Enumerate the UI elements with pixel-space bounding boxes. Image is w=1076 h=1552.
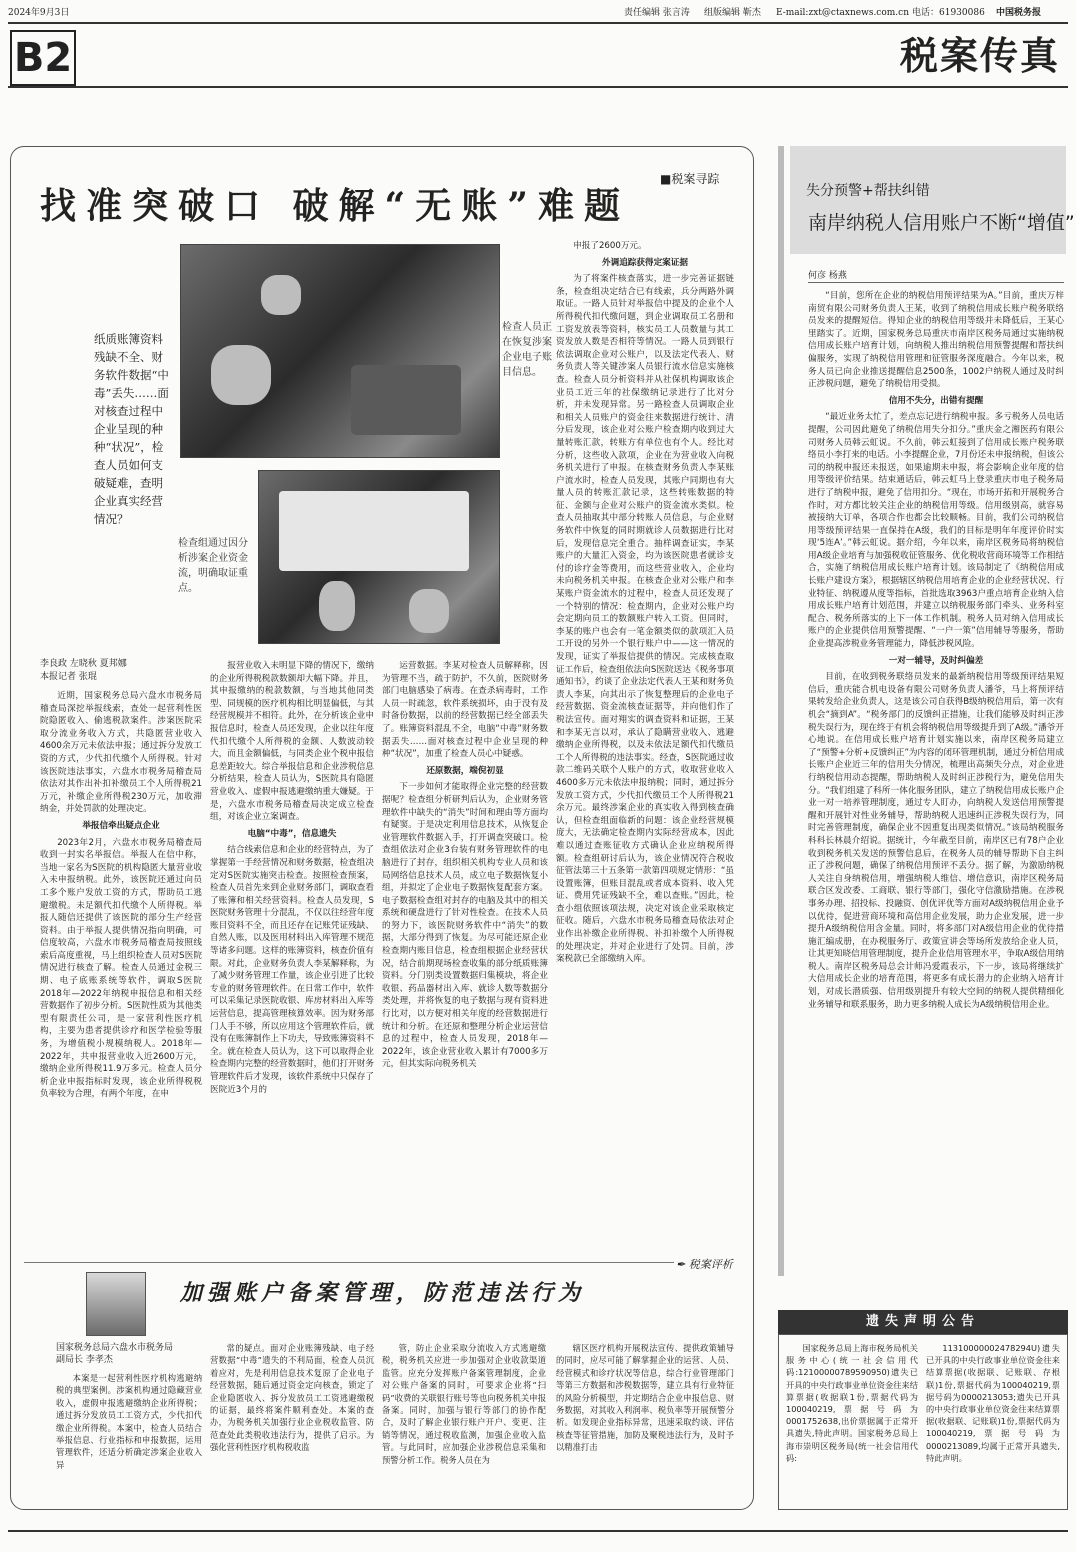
column-3-text-b: 下一步如何才能取得企业完整的经营数据呢？检查组分析研判后认为，企业财务管理软件中缺失的“消失”时间和理由等方面均有疑窦。于是决定利用信息技术，从恢复企业管理软件数据入手，打开调查突破口。检查组依法对企业3台装有财务管理软件的电脑进行了封存，组织相关机构专业人员和该局网络信息技术人员，成立电子数据恢复小组，并拟定了企业电子数据恢复配套方案。电子数据检查组对封存的电脑及其中的相关系统和硬盘进行了针对性检查。在技术人员的努力下，该医院财务软件中“消失”的数据，大部分得到了恢复。为尽可能还原企业检查期内账目信息，检查组根据企业经营状况，结合前期现场检查收集的部分纸质账簿资料。分门别类设置数据归集模块，将企业收银、药品器材出入库、就诊人数等数据分类处理，并将恢复的电子数据与现有资料进行比对，以方便对相关年度的经营数据进行统计和分析。在还原和整理分析企业运营信息的过程中，检查人员发现，2018年—2022年，该企业营业收入累计有7000多万元，但其实际向税务机关 xyxy=(382,782,548,1070)
commentary-column-2-text: 常的疑点。面对企业账簿残缺、电子经营数据“中毒”遗失的不利局面，检查人员沉着应对，先是利用信息技术复原了企业电子经营数据，随后通过资金定向核查，锁定了企业隐匿收入、拆分发放员工工资逃避缴税的证据，最终将案件顺利查处。本案的查办，为税务机关加强行业企业税收监管、防范查处此类税收违法行为，提供了启示。为强化营利性医疗机构税收监 xyxy=(210,1343,374,1453)
subheading-2: 电脑“中毒”，信息遗失 xyxy=(247,828,337,839)
article-tag-label: 税案寻踪 xyxy=(671,172,720,186)
column-3-text: 运营数据。李某对检查人员解释称，因为管理不当，疏于防护，不久前，医院财务部门电脑感染了病毒。在查杀病毒时，工作人员一时疏忽，软件系统损坏，由于没有及时备份数据，以前的经营数据已经全部丢失了。账簿资料混乱不全，电脑“中毒”财务数据丢失……面对核查过程中企业呈现的种种“状况”，加重了检查人员心中疑惑。 xyxy=(382,661,548,760)
author-org: 国家税务总局六盘水市税务局 xyxy=(56,1343,174,1353)
commentary-rule xyxy=(24,1262,674,1263)
page-number: B2 xyxy=(10,30,76,86)
column-1-text-b: 2023年2月，六盘水市税务局稽查局收到一封实名举报信。举报人在信中称，当地一家名为S医院的机构隐匿大量营业收入未申报纳税。此外，该医院还通过向员工多个账户发放工资的方式，帮助员工逃避缴税。未足额代扣代缴个人所得税。举报人随信还提供了该医院的部分生产经营资料。由于举报人提供情况指向明确，可信度较高，六盘水市税务局稽查局按照线索后高度重视，马上组织检查人员对S医院情况进行核查了解。检查人员通过金税三期、电子底账系统等软件，调取S医院2018年—2022年纳税申报信息和相关经营数据作了初步分析。S医院性质为其他类型有限责任公司，是一家营利性医疗机构，主要为患者提供诊疗和医学检验等服务，为增值税小规模纳税人。2018年—2022年，共申报营业收入近2600万元，缴纳企业所得税11.9万多元。检查人员分析企业申报指标时发现，该企业所得税税负率较为合理，有两个年度，在申 xyxy=(40,837,202,1100)
article-byline xyxy=(40,658,127,684)
right-subheading-1: 信用不失分，出错有提醒 xyxy=(888,395,984,406)
designer-credit: 组版编辑 靳杰 xyxy=(704,8,761,18)
article-column-4 xyxy=(556,240,734,1250)
right-article-title: 南岸纳税人信用账户不断“增值” xyxy=(808,212,1075,234)
column-2-text-b: 结合线索信息和企业的经营特点，为了掌握第一手经营情况和财务数据，检查组决定对S医院实施突击检查。按照检查预案，检查人员首先来到企业财务部门，调取查看了账簿和相关经营资料。检查人员发现，S医院财务管理十分混乱，不仅以往经营年度账目资料不全，而且还存在记账凭证残缺、自然人账，以及医用材料出入库管理不规范等诸多问题。这样的账簿资料，核查价值有限。对此，企业财务负责人李某解释称，为了减少财务管理工作量，该企业引进了比较专业的财务管理软件。在日常工作中，软件可以采集记录医院收银、库房材料出入库等运营信息，提高管理核算效率。因为财务部门人手不够，所以应用这个管理软件后，就没有在账簿制作上下功夫，导致账簿资料不全。就在检查人员认为，这下可以取得企业检查期内完整的经营数据时，他们打开财务管理软件后才发现，该软件系统中只保存了医院近3个月的 xyxy=(210,845,374,1095)
right-body-3: 目前，在收到税务联络员发来的最新纳税信用等级预评结果短信后，重庆能合机电设备有限公司财务负责人潘爷，马上将预评结果转发给企业负责人，这是该公司自获得B级纳税信用后，第一次有机会“摘到A”。“税务部门的反馈纠正措施，让我们能够及时纠正涉税失误行为，现在终于有机会将纳税信用等级提升到了A级。”潘爷开心地说。在信用成长账户培育计划实施以来，南岸区税务局建立了“预警+分析+反馈纠正”为内容的闭环管理机制，通过分析信用成长账户企业近三年的信用失分情况，梳理出高频失分点，对企业进行纳税信用动态提醒，帮助纳税人及时纠正涉税行为，避免信用失分。“我们组建了科所一体化服务团队，建立了纳税信用成长账户企业一对一培养管理制度，通过专人盯办，向纳税人发送信用预警提醒和开展针对性业务辅导，帮助纳税人迅速纠正涉税失误行为，同时完善管理制度，确保企业不因重复出现类似情况。”该局纳税服务科科长林晨介绍说。据统计，今年截至目前，南岸区已有78户企业收到税务机关发送的预警信息后，在税务人员的辅导帮助下自主纠正了涉税问题，确保了纳税信用预评不丢分。据了解，为激励纳税人关注自身纳税信用，增强纳税人维信、增信意识，南岸区税务局联合区发改委、工商联、银行等部门，强化守信激励措施。在涉税事务办理、招投标、投融资、创优评优等方面对A级纳税信用企业予以优待，促进营商环境和高信用企业发展，助力企业发展，进一步提升A级纳税信用含金量。同时，将多部门对A级信用企业的优待措施汇编成册，在办税服务厅、政策宣讲会等场所发放给企业人员，让其更知晓信用管理制度，提升企业信用管理水平，争取A级信用纳税人。南岸区税务局总会计师冯爱霞表示，下一步，该局将继续扩大信用成长企业的培育范围，将更多有成长潜力的企业纳入培育计划，对成长潜质强、信用级别提升有较大空间的纳税人提供精细化业务辅导和联系服务，助力更多纳税人成长为A级纳税信用企业。 xyxy=(808,672,1064,1010)
column-4-text-b: 为了将案件核查落实，进一步完善证据链条，检查组决定结合已有线索，兵分两路外调取证。一路人员针对举报信中提及的企业个人所得税代扣代缴问题，到企业调取员工名册和工资发放表等资料，核实员工人员数量与其工资发放人数是否相符等情况。一路人员到银行依法调取企业对公账户，以及法定代表人、财务负责人等关键涉案人员银行流水信息实施核查。检查人员分析资料并从社保机构调取该企业员工近三年的社保缴纳记录进行了比对分析，并未发现异常。另一路检查人员调取企业和相关人员账户的资金往来数据进行统计、清分后发现，该企业对公账户检查期内收到过大量转账汇款，转账方有单位也有个人。经比对分析，这些收入款项，企业在为营业收入向税务机关进行了申报。在核查财务负责人李某账户流水时，检查人员发现，其账户同期也有大量人员的转账汇款记录，这些转账数据的特征、金额与企业对公账户的资金流水类似。检查人员抽取其中部分转账人员信息，与企业财务软件中恢复的同时期就诊人员数据进行比对后，发现信息完全重合。抽样调查证实，李某账户的大量汇入资金，均为该医院患者就诊支付的诊疗金等费用，而这些营业收入，企业均未向税务机关申报。在核查企业对公账户和李某账户资金流水的过程中，检查人员还发现了一个特别的情况：检查期内，企业对公账户均会定期向员工的数额账户转入工资。但同时，李某的账户也会有一笔金额类似的款项汇入员工开设的另外一个银行账户中——这一情况的发现，证实了举报信提供的情况。完成核查取证工作后，检查组依法向S医院送达《税务事项通知书》，约谈了企业法定代表人王某和财务负责人李某，向其出示了恢复整理后的企业电子经营数据、资金流核查证据等，并向他们作了税法宣传。面对翔实的调查资料和证据，王某和李某无言以对，承认了隐瞒营业收入、逃避缴纳企业所得税，以及未依法足额代扣代缴员工个人所得税的违法事实。经查，S医院通过收款二维码关联个人账户的方式，收取营业收入4600多万元未依法申报纳税；同时，通过拆分发放工资方式，少代扣代缴员工个人所得税21余万元。最终涉案企业的真实收入得到核查确认，但检查组面临新的问题：该企业经营规模庞大，无法确定检查期内实际经营成本，因此难以通过查账征收方式确认企业应纳税所得额。检查组研讨后认为，该企业情况符合税收征管法第三十五条第一款第四项规定情形：“虽设置账簿，但账目混乱或者成本资料、收入凭证、费用凭证残缺不全，难以查账。”因此，检查小组依照该项法规，决定对该企业采取核定征收。随后，六盘水市税务局稽查局依法对企业作出补缴企业所得税、补扣补缴个人所得税的处理决定，并对企业进行了处罚。目前，涉案税款已全部缴纳入库。 xyxy=(556,274,734,965)
top-info-bar xyxy=(8,6,1068,20)
commentary-column-3 xyxy=(382,1342,546,1504)
right-subheading-2: 一对一辅导，及时纠偏差 xyxy=(888,655,984,666)
notice-column-2-text: 11310000002478294U)遗失已开具的中央行政事业单位资金往来结算票据(收据联、记账联、存根联)1份,票据代码为100040219,票据号码为0000213053;遗失已开具的中央行政事业单位资金往来结算票据(收据联、记账联)1份,票据代码为100040219,票据号码为0000213089,均属于正常开具遗失,特此声明。 xyxy=(926,1343,1060,1463)
photo-caption-1: 检查人员正在恢复涉案企业电子账目信息。 xyxy=(502,322,552,378)
footer-rule xyxy=(8,1530,1068,1532)
article-column-1 xyxy=(40,690,202,1250)
photo-fund-analysis xyxy=(258,470,500,644)
photo-caption-2: 检查组通过因分析涉案企业资金流，明确取证重点。 xyxy=(178,538,248,594)
header-rule-bottom xyxy=(8,86,1068,88)
commentary-column-4-text: 辖区医疗机构开展税法宣传、提供政策辅导的同时，应尽可能了解掌握企业的运营、人员、经营模式和诊疗状况等信息，综合行业管理部门等第三方数据和涉税数据等，建立具有行业特征的风险分析模型，并定期结合企业申报信息、财务数据，对其收入利润率、税负率等开展预警分析。如发现企业指标异常，迅速采取约谈、评估核查等征管措施，加防及聚税违法行为，及时予以精准打击 xyxy=(556,1343,734,1453)
commentary-tag xyxy=(676,1256,733,1272)
subheading-3: 还原数据，端倪初显 xyxy=(426,765,504,776)
commentary-column-2 xyxy=(210,1342,374,1504)
byline-authors: 李良政 左晓秋 夏邦娜 xyxy=(40,659,127,669)
right-article-author: 何彦 杨燕 xyxy=(808,271,847,281)
commentary-column-1 xyxy=(56,1372,202,1504)
article-tag: ■税案寻踪 xyxy=(660,172,720,186)
commentary-headline: 加强账户备案管理，防范违法行为 xyxy=(180,1280,586,1306)
commentary-column-4 xyxy=(556,1342,734,1504)
notice-column-1 xyxy=(786,1342,918,1502)
right-body-1: “目前，您所在企业的纳税信用预评结果为A。”目前，重庆万梓南贸有限公司财务负责人王某，收到了纳税信用成长账户税务联络员发来的提醒短信。得知企业的纳税信用等级并未降低后，王某心里踏实了。近期，国家税务总局重庆市南岸区税务局通过实施纳税信用成长账户培育计划，向纳税人推出纳税信用预警提醒和帮扶纠偏服务，实现了纳税信用管理和征管服务深度融合。今年以来，税务人员已向企业推送提醒信息2500条，1002户纳税人通过及时纠正涉税问题，避免了纳税信用受损。 xyxy=(808,291,1064,390)
commentary-author xyxy=(56,1342,186,1366)
column-4-text: 申报了2600万元。 xyxy=(573,241,647,251)
contact-phone: 电话：61930086 xyxy=(912,8,985,18)
editor-credit: 责任编辑 张言涛 xyxy=(624,8,690,18)
article-lead: 纸质账簿资料残缺不全、财务软件数据“中毒”丢失……面对核查过程中企业呈现的种种“状况”，检查人员如何支破疑难，查明企业真实经营情况？ xyxy=(94,332,169,526)
notice-title: 遗失声明公告 xyxy=(778,1310,1068,1334)
commentary-column-1-text: 本案是一起营利性医疗机构逃避纳税的典型案例。涉案机构通过隐藏营业收入，虚假申报逃避缴纳企业所得税；通过拆分发放员工工资方式，少代扣代缴企业所得税。本案中，检查人员结合举报信息、行业指标和申报数据，运用管理软件，还适分析确定涉案企业收入异 xyxy=(56,1373,202,1470)
column-2-text: 报营业收入未明显下降的情况下，缴纳的企业所得税税款数额却大幅下降。并且，其申报缴纳的税款数额，与当地其他同类型、同规模的医疗机构相比明显偏低，与其经营规模并不相符。此外，在分析该企业申报信息时，检查人员还发现，企业以往年度代扣代缴个人所得税的金额、人数波动较大，而且金额偏低，与同类企业个税申报信息差距较大。综合举报信息和企业涉税信息分析结果，检查人员认为，S医院具有隐匿营业收入、虚假申报逃避缴纳重大嫌疑。于是，六盘水市税务局稽查局决定成立检查组，对该企业立案调查。 xyxy=(210,661,374,823)
right-body-2: “最近业务太忙了，差点忘记进行纳税申报。多亏税务人员电话提醒，公司因此避免了纳税信用失分扣分。”重庆金之湘医药有限公司财务人员韩云虹说。不久前，韩云虹接到了信用成长账户税务联络员小李打来的电话。小李提醒企业，7月份还未申报纳税，但该公司的纳税申报还未报送，如果逾期未申报，将会影响企业年度的信用等级评价结果。结束通话后，韩云虹马上登录重庆市电子税务局进行了纳税申报，避免了信用扣分。“现在，市场开拓和开展税务合作时，对方都比较关注企业的纳税信用等级。信用级别高，就容易被接纳大订单，各项合作也都会比较顺畅。目前，我们公司纳税信用等级预评结果一直保持在A级，我们的目标是明年年度评价时实现‘5连A’。”韩云虹说。据介绍，今年以来，南岸区税务局将纳税信用A级企业培育与加强税收征管服务、优化税收营商环境等工作相结合，实施了纳税信用成长账户培育计划。该局制定了《纳税信用成长账户建设方案》，根据辖区纳税信用培育企业的企业经营状况、行业特征、纳税遵从度等指标，首批选取3963户重点培育企业纳入信用成长账户培育计划范围，并建立以纳税服务部门牵头、业务科室配合、税务所落实的上下一体工作机制。税务人员对纳入信用成长账户的企业提供信用预警提醒、“一户一策”信用辅导等服务，帮助企业提高涉税业务管理能力，降低涉税风险。 xyxy=(808,412,1064,650)
column-1-text: 近期，国家税务总局六盘水市税务局稽查局深挖举报线索，查处一起营利性医院隐匿收入、偷逃税款案件。涉案医院采取分流业务收入方式，共隐匿营业收入4600余万元未依法申报；通过拆分发放工资的方式，少代扣代缴个人所得税。针对该医院违法事实，六盘水市税务局稽查局依法对其作出补扣补缴员工个人所得税21万元，补缴企业所得税230万元，加收滞纳金，并处罚款的处理决定。 xyxy=(40,691,202,815)
right-article-title-panel xyxy=(790,146,1066,254)
byline-reporter: 本报记者 张琨 xyxy=(40,672,97,682)
subheading-4: 外调追踪获得定案证据 xyxy=(602,257,688,268)
header-rule xyxy=(8,22,1068,24)
commentary-tag-label: 税案评析 xyxy=(688,1258,733,1271)
author-portrait xyxy=(86,1272,146,1336)
photo-data-recovery xyxy=(180,244,500,458)
paper-name: 中国税务报 xyxy=(996,8,1042,18)
author-title: 副局长 李孝杰 xyxy=(56,1355,113,1365)
section-title: 税案传真 xyxy=(899,33,1060,78)
notice-column-1-text: 国家税务总局上海市税务局机关服务中心(统一社会信用代码:12100000789590950)遗失已开具的中央行政事业单位资金往来结算票据(收据联1份,票据代码为100040219,票据号码为0001752638,出价票据属于正常开具遗失,特此声明。国家税务总局上海市崇明区税务局(统一社会信用代码: xyxy=(786,1343,918,1463)
pen-icon: ✒ xyxy=(676,1258,686,1271)
article-column-3 xyxy=(382,660,548,1250)
article-column-2 xyxy=(210,660,374,1250)
notice-column-2 xyxy=(926,1342,1060,1502)
right-article-body xyxy=(808,290,1064,1268)
right-article-kicker: 失分预警+帮扶纠错 xyxy=(806,183,930,199)
article-headline: 找准突破口 破解“无账”难题 xyxy=(40,185,630,227)
contact-email: E-mail:zxt@ctaxnews.com.cn xyxy=(776,8,909,18)
issue-date: 2024年9月3日 xyxy=(8,8,70,18)
commentary-column-3-text: 管，防止企业采取分流收入方式逃避缴税，税务机关应进一步加强对企业收款渠道监管。应充分发挥账户备案管理制度，企业对公账户备案的同时，可要求企业将“扫码”收费的关联银行账号等也向税务机关申报备案。同时，加强与银行等部门的协作配合，及时了解企业银行账户开户、变更、注销等情况，通过税收监测，加强企业收入监管。与此同时，应加强企业涉税信息采集和预警分析工作。税务人员在为 xyxy=(382,1343,546,1465)
subheading-1: 举报信牵出疑点企业 xyxy=(82,820,160,831)
right-article-rule xyxy=(808,282,1064,283)
